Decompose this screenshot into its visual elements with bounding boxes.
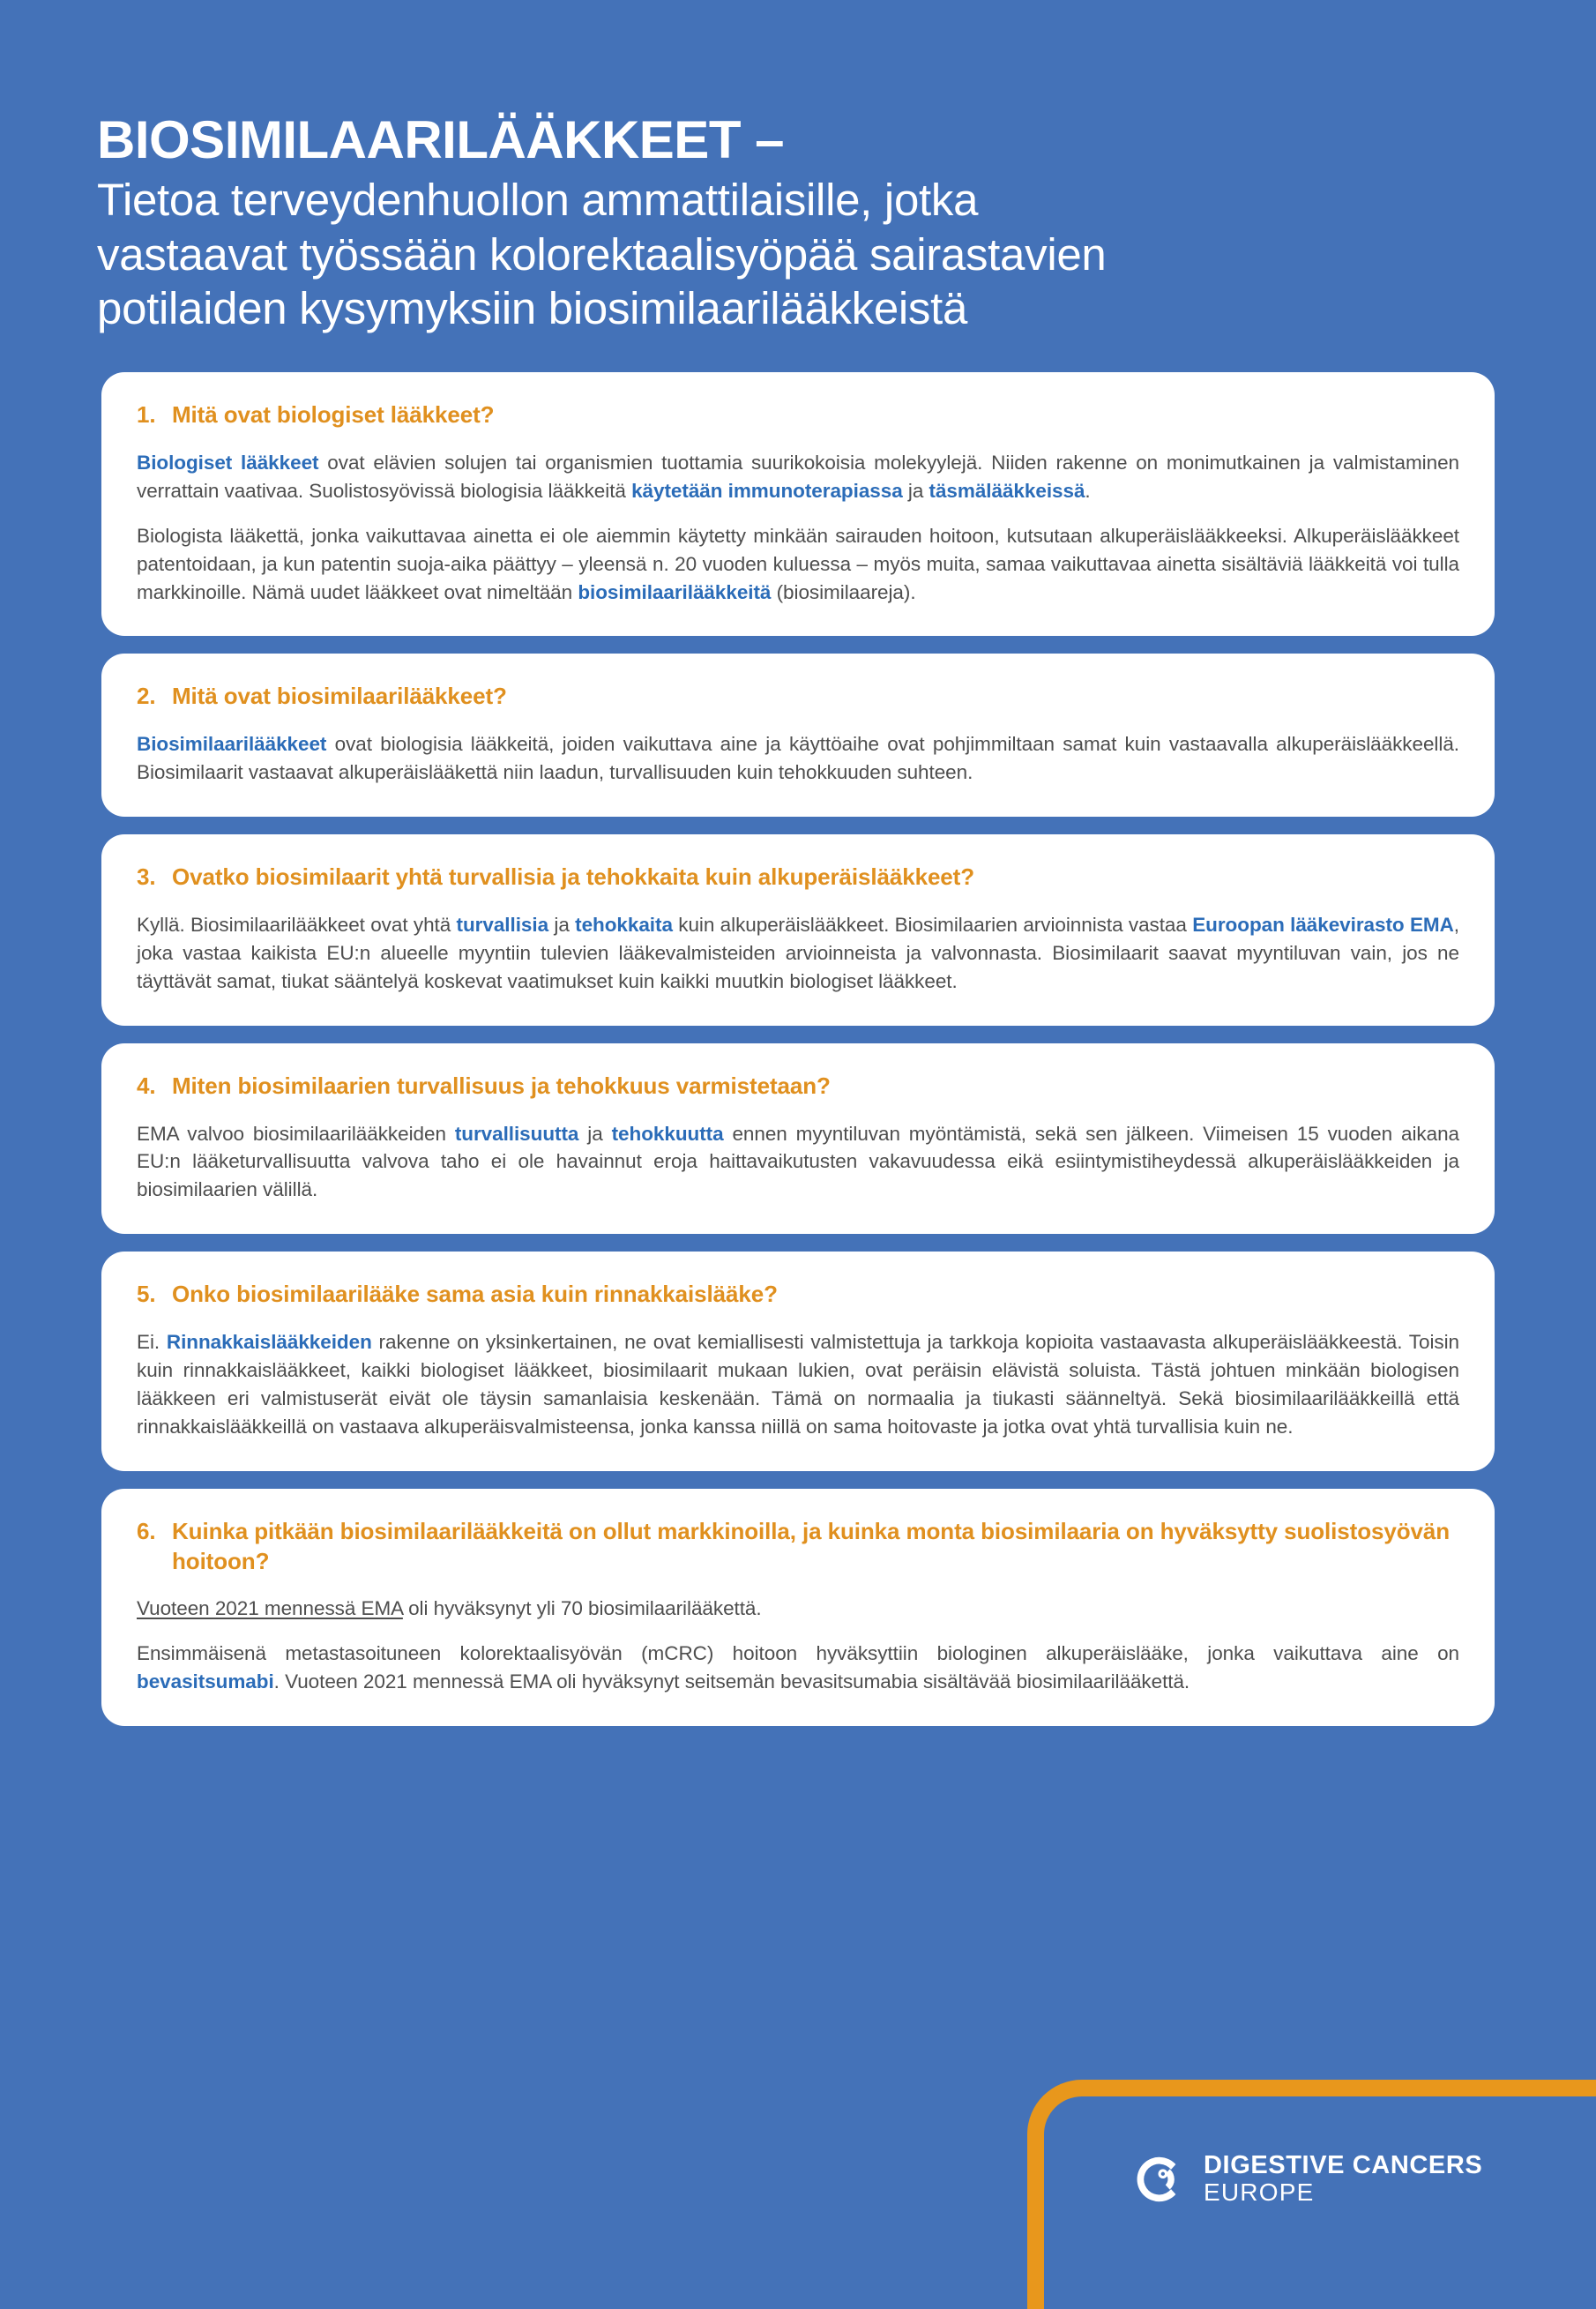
answer-text-run: ennen myyntiluvan myöntämistä, sekä sen jälkeen. Viimeisen 15 vuoden aikana EU:n lääketurvallisuutta valvova taho ei ole havainnut eroja haittavaikutusten vakavuudessa eikä esiintymistiheydessä alkuperäislääkkeiden ja biosimilaarien välillä. bbox=[137, 1122, 1459, 1201]
faq-question-number: 3. bbox=[137, 863, 156, 891]
page-subtitle bbox=[97, 173, 1499, 335]
faq-question-text: Kuinka pitkään biosimilaarilääkkeitä on ollut markkinoilla, ja kuinka monta biosimilaaria on hyväksytty suolistosyövän hoitoon? bbox=[172, 1517, 1451, 1574]
answer-text-run: ovat biologisia lääkkeitä, joiden vaikuttava aine ja käyttöaihe ovat pohjimmiltaan samat kuin vastaavalla alkuperäislääkkeellä. Biosimilaarit vastaavat alkuperäislääkettä niin laadun, turvallisuuden kuin tehokkuuden suhteen. bbox=[137, 733, 1459, 784]
faq-question-number: 6. bbox=[137, 1517, 156, 1544]
highlighted-term: täsmälääkkeissä bbox=[929, 479, 1085, 502]
answer-text-run: , joka vastaa kaikista EU:n alueelle myyntiin tulevien lääkevalmisteiden arvioinneista ja valvonnasta. Biosimilaarit saavat myyntiluvan vain, jos ne täyttävät samat, tiukat sääntelyä koskevat vaatimukset kuin kaikki muutkin biologiset lääkkeet. bbox=[137, 913, 1459, 992]
faq-question-number: 1. bbox=[137, 400, 156, 428]
logo-wordmark bbox=[1204, 2152, 1482, 2207]
answer-text-run: Biologista lääkettä, jonka vaikuttavaa ainetta ei ole aiemmin käytetty minkään sairauden hoitoon, kutsutaan alkuperäislääkkeeksi. Alkuperäislääkkeet patentoidaan, ja kun patentin suoja-aika päättyy – yleensä n. 20 vuoden kuluessa – myös muita, samaa vaikuttavaa ainetta sisältäviä lääkkeitä voi tulla markkinoille. Nämä uudet lääkkeet ovat nimeltään bbox=[137, 524, 1459, 603]
highlighted-term: Biologiset lääkkeet bbox=[137, 451, 319, 474]
faq-card bbox=[101, 372, 1495, 636]
faq-card bbox=[101, 834, 1495, 1026]
faq-answer-paragraph bbox=[137, 449, 1459, 505]
answer-text-run: Kyllä. Biosimilaarilääkkeet ovat yhtä bbox=[137, 913, 457, 936]
answer-text-run: ja bbox=[578, 1122, 612, 1145]
faq-question-number: 5. bbox=[137, 1281, 156, 1308]
faq-question-heading bbox=[137, 863, 1459, 893]
underlined-phrase: Vuoteen 2021 mennessä EMA bbox=[137, 1597, 403, 1620]
logo-c-circle-icon bbox=[1131, 2152, 1186, 2207]
faq-question-number: 4. bbox=[137, 1072, 156, 1099]
faq-question-text: Mitä ovat biosimilaarilääkkeet? bbox=[172, 683, 507, 710]
logo-line-2: EUROPE bbox=[1204, 2178, 1315, 2206]
faq-question-text: Onko biosimilaarilääke sama asia kuin rinnakkaislääke? bbox=[172, 1281, 778, 1308]
faq-question-heading bbox=[137, 1517, 1459, 1577]
highlighted-term: Euroopan lääkevirasto EMA bbox=[1192, 913, 1454, 936]
page-subtitle-line-1: Tietoa terveydenhuollon ammattilaisille, jotka bbox=[97, 175, 979, 226]
answer-text-run: oli hyväksynyt yli 70 biosimilaarilääkettä. bbox=[402, 1597, 762, 1620]
faq-question-number: 2. bbox=[137, 683, 156, 710]
faq-question-heading bbox=[137, 1280, 1459, 1310]
faq-answer-paragraph bbox=[137, 522, 1459, 607]
highlighted-term: tehokkaita bbox=[575, 913, 673, 936]
highlighted-term: Biosimilaarilääkkeet bbox=[137, 733, 327, 756]
answer-text-run: Ei. bbox=[137, 1331, 167, 1354]
answer-text-run: ja bbox=[548, 913, 576, 936]
page-subtitle-line-2: vastaavat työssään kolorektaalisyöpää sairastavien bbox=[97, 228, 1107, 280]
faq-question-heading bbox=[137, 682, 1459, 712]
faq-card bbox=[101, 1489, 1495, 1726]
page-subtitle-line-3: potilaiden kysymyksiin biosimilaarilääkkeistä bbox=[97, 282, 968, 333]
digestive-cancers-europe-logo bbox=[1131, 2152, 1482, 2207]
highlighted-term: tehokkuutta bbox=[611, 1122, 724, 1145]
highlighted-term: turvallisia bbox=[456, 913, 549, 936]
answer-text-run: Ensimmäisenä metastasoituneen kolorektaalisyövän (mCRC) hoitoon hyväksyttiin biologinen alkuperäislääke, jonka vaikuttava aine on bbox=[137, 1642, 1459, 1665]
faq-card-list bbox=[0, 372, 1596, 1726]
page-title: BIOSIMILAARILÄÄKKEET – bbox=[97, 110, 785, 169]
faq-question-heading bbox=[137, 400, 1459, 430]
highlighted-term: bevasitsumabi bbox=[137, 1670, 274, 1693]
answer-text-run: EMA valvoo biosimilaarilääkkeiden bbox=[137, 1122, 455, 1145]
highlighted-term: käytetään immunoterapiassa bbox=[631, 479, 903, 502]
answer-text-run: kuin alkuperäislääkkeet. Biosimilaarien arvioinnista vastaa bbox=[672, 913, 1193, 936]
answer-text-run: rakenne on yksinkertainen, ne ovat kemiallisesti valmistettuja ja tarkkoja kopioita vastaavasta alkuperäislääkkeestä. Toisin kuin rinnakkaislääkkeet, kaikki biologiset lääkkeet, biosimilaarit mukaan lukien, ovat peräisin elävistä soluista. Tästä johtuen minkään biologisen lääkkeen eri valmistuserät eivät ole täysin samanlaisia keskenään. Tämä on normaalia ja tiukasti säänneltyä. Sekä biosimilaarilääkkeillä että rinnakkaislääkkeillä on vastaava alkuperäisvalmisteensa, jonka kanssa niillä on sama hoitovaste ja jotka ovat yhtä turvallisia kuin ne. bbox=[137, 1331, 1459, 1438]
faq-answer-paragraph bbox=[137, 1640, 1459, 1696]
faq-question-text: Miten biosimilaarien turvallisuus ja tehokkuus varmistetaan? bbox=[172, 1072, 831, 1099]
faq-answer-paragraph bbox=[137, 911, 1459, 996]
faq-answer-paragraph bbox=[137, 730, 1459, 787]
answer-text-run: ja bbox=[902, 479, 929, 502]
faq-answer-paragraph bbox=[137, 1595, 1459, 1623]
page-footer bbox=[0, 2046, 1596, 2258]
faq-card bbox=[101, 1252, 1495, 1471]
faq-question-text: Mitä ovat biologiset lääkkeet? bbox=[172, 400, 495, 428]
logo-line-1: DIGESTIVE CANCERS bbox=[1204, 2151, 1483, 2180]
highlighted-term: biosimilaarilääkkeitä bbox=[578, 580, 772, 603]
answer-text-run: ovat elävien solujen tai organismien tuottamia suurikokoisia molekyylejä. Niiden rakenne on monimutkainen ja valmistaminen verrattain vaativaa. Suolistosyövissä biologisia lääkkeitä bbox=[137, 451, 1459, 502]
faq-question-text: Ovatko biosimilaarit yhtä turvallisia ja tehokkaita kuin alkuperäislääkkeet? bbox=[172, 863, 975, 891]
answer-text-run: . Vuoteen 2021 mennessä EMA oli hyväksynyt seitsemän bevasitsumabia sisältävää biosimilaarilääkettä. bbox=[273, 1670, 1190, 1693]
answer-text-run: (biosimilaareja). bbox=[771, 580, 916, 603]
highlighted-term: Rinnakkaislääkkeiden bbox=[166, 1331, 372, 1354]
faq-card bbox=[101, 1043, 1495, 1235]
faq-card bbox=[101, 654, 1495, 817]
answer-text-run: . bbox=[1085, 479, 1091, 502]
faq-answer-paragraph bbox=[137, 1328, 1459, 1441]
faq-answer-paragraph bbox=[137, 1120, 1459, 1205]
highlighted-term: turvallisuutta bbox=[454, 1122, 579, 1145]
page-header bbox=[0, 0, 1596, 335]
faq-question-heading bbox=[137, 1072, 1459, 1102]
